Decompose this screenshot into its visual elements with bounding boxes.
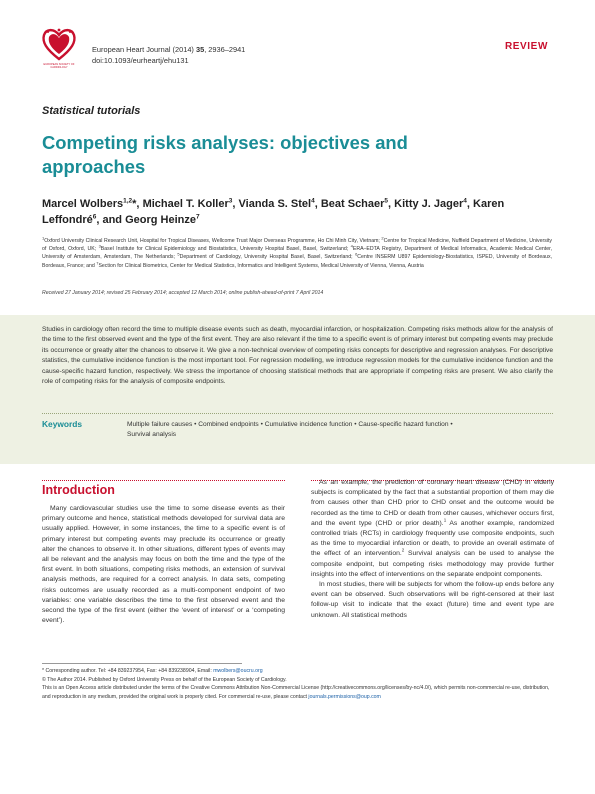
author-sup: 6 bbox=[92, 213, 97, 221]
author-name: Vianda S. Stel bbox=[238, 198, 312, 210]
body-text: As another example, randomized controlled trials (RCTs) in cardiology frequently use composite endpoints, such as the time to myocardial infarction or death, to provide an overall estimate of the effect of an intervention. bbox=[311, 519, 554, 558]
article-category: Statistical tutorials bbox=[42, 105, 141, 117]
keywords-list bbox=[127, 420, 552, 441]
keyword: Combined endpoints bbox=[198, 421, 259, 428]
keywords-divider bbox=[42, 413, 553, 414]
bullet-icon: • bbox=[354, 421, 357, 428]
author-sep: *, bbox=[132, 198, 143, 210]
author-name: Marcel Wolbers bbox=[42, 198, 124, 210]
footnotes bbox=[42, 667, 554, 701]
keyword: Cumulative incidence function bbox=[264, 421, 353, 428]
author-list bbox=[42, 196, 552, 228]
keyword: Cause-specific hazard function bbox=[358, 421, 449, 428]
affil-num: 3 bbox=[98, 243, 101, 249]
body-paragraph: In most studies, there will be subjects for whom the follow-up ends before any event can be observed. Such observations will be right-censored at their last follow-up visit to indicate that the exact (future) time and event type are unknown. All statistical methods bbox=[311, 581, 554, 619]
affil-text: ERA–EDTA Registry, Department of Medical Informatics, Academic Medical Center, University of Amsterdam, Amsterdam, The Netherlands; bbox=[42, 246, 552, 261]
author-name: Michael T. Koller bbox=[142, 198, 229, 210]
body-text: Survival analysis can be used to analyse the composite endpoint, but competing risks methodology may provide further insights into the effect of interventions on the separate endpoint components. bbox=[311, 550, 555, 578]
author-name: Georg Heinze bbox=[125, 214, 196, 226]
society-tag: EUROPEAN SOCIETY OF CARDIOLOGY bbox=[43, 63, 75, 70]
section-heading: Introduction bbox=[42, 483, 115, 497]
permissions-link[interactable]: journals.permissions@oup.com bbox=[308, 693, 381, 700]
copyright: © The Author 2014. Published by Oxford University Press on behalf of the European Society of Cardiology. bbox=[42, 676, 287, 683]
author-sep: , and bbox=[96, 214, 126, 226]
author-name: Karen Leffondré bbox=[42, 198, 505, 226]
journal-citation bbox=[92, 44, 245, 66]
author-name: Kitty J. Jager bbox=[394, 198, 464, 210]
abstract-text: Studies in cardiology often record the time to multiple disease events such as death, myocardial infarction, or hospitalization. Competing risks methods allow for the analysis of the time to the first observed event and the type of the first event. They are also relevant if the time to a specific event is of primary interest but competing events may preclude its occurrence or greatly alter the chances to observe it. We give a non-technical overview of competing risks concepts for descriptive and regression analyses. For descriptive statistics, the cumulative incidence function is the most important tool. For regression modelling, we introduce regression models for the cumulative incidence function and the cause-specific hazard function, respectively. We stress the importance of choosing statistical methods that are appropriate if competing risks are present. We also clarify the role of competing risks for the analysis of composite endpoints. bbox=[42, 326, 553, 386]
footnote-text: * Corresponding author. Tel: +84 839237954, Fax: +84 839238904, Email: bbox=[42, 668, 214, 674]
received-dates: Received 27 January 2014; revised 25 February 2014; accepted 12 March 2014; online publish-ahead-of-print 7 April 2014 bbox=[42, 290, 324, 296]
journal-name: European Heart Journal (2014) bbox=[92, 45, 194, 54]
bullet-icon: • bbox=[260, 421, 263, 428]
affil-text: Centre for Tropical Medicine, Nuffield Department of Medicine, University of Oxford, Oxford, UK; bbox=[42, 238, 552, 253]
affil-num: 4 bbox=[350, 243, 353, 249]
section-label: REVIEW bbox=[504, 41, 548, 52]
doi[interactable]: doi:10.1093/eurheartj/ehu131 bbox=[92, 56, 189, 65]
affil-text: Basel Institute for Clinical Epidemiology and Biostatistics, University Hospital Basel, Basel, Switzerland; bbox=[100, 246, 351, 253]
body-paragraph: Many cardiovascular studies use the time to some disease events as their primary outcome and hence, statistical methods developed for survival data are usually applied. However, in some instances, the time to a specific event is of primary interest but competing events may preclude its occurrence or greatly alter the chances to observe it. In other situations, different types of events may all be relevant and the analysis may focus on both the time and the type of the first event. In both situations, competing risks methods, an extension of survival analysis methods, are required for a correct analysis. In data sets, competing risks outcomes are usually recorded as a multi-component endpoint of two variables: one variable describes the time to the first observed event and the second the type of the first event (either the ‘event of interest’ or a ‘competing event’). bbox=[42, 505, 285, 625]
journal-volume: 35 bbox=[195, 45, 205, 54]
affil-num: 1 bbox=[42, 235, 45, 241]
citation-link[interactable]: 2 bbox=[401, 548, 405, 554]
author-sep: , bbox=[232, 198, 239, 210]
affil-text: Department of Cardiology, University Hospital Basel, Basel, Switzerland; bbox=[179, 254, 356, 261]
body-column-left bbox=[42, 504, 285, 626]
author-sep: , bbox=[314, 198, 321, 210]
affil-text: Oxford University Clinical Research Unit, Hospital for Tropical Diseases, Wellcome Trust Major Overseas Programme, Ho Chi Minh City, Vietnam; bbox=[44, 238, 382, 244]
corresponding-author bbox=[42, 667, 554, 676]
email-link[interactable]: mwolbers@oucru.org bbox=[213, 668, 263, 674]
affil-num: 7 bbox=[96, 259, 99, 265]
body-column-right bbox=[311, 478, 554, 621]
author-sup: 7 bbox=[196, 213, 200, 221]
abstract-box bbox=[0, 315, 595, 464]
bullet-icon: • bbox=[194, 421, 197, 428]
keywords-label: Keywords bbox=[42, 419, 83, 429]
article-title: Competing risks analyses: objectives and approaches bbox=[42, 132, 408, 177]
bullet-icon: • bbox=[450, 421, 453, 428]
journal-pages: , 2936–2941 bbox=[204, 45, 246, 54]
citation-link[interactable]: 1 bbox=[443, 517, 447, 523]
footnote-text: This is an Open Access article distributed under the terms of the Creative Commons Attribution Non-Commercial License (http://creativecommons.org/licenses/by-nc/4.0/), which permits non-commercial re-use, distribution, and reproduction in any medium, provided the original work is properly cited. For commercial re-use, please contact bbox=[42, 685, 550, 700]
affil-num: 5 bbox=[177, 251, 180, 257]
author-sep: , bbox=[388, 198, 395, 210]
author-sup: 4 bbox=[311, 197, 315, 205]
affil-text: Centre INSERM U897 Epidemiology-Biostatistics, ISPED, University of Bordeaux, Bordeaux, France; and bbox=[42, 254, 553, 269]
body-text: As an example, the prediction of coronary heart disease (CHD) in elderly subjects is complicated by the fact that a substantial proportion of them may die from causes other than CHD prior to CHD onset and the outcome would be recorded as the time to CHD or death from other causes, whichever occurs first, and the event type (CHD or prior death). bbox=[311, 479, 554, 527]
author-sup: 1,2 bbox=[123, 197, 133, 205]
affil-num: 2 bbox=[381, 235, 384, 241]
esc-logo bbox=[40, 26, 78, 74]
body-paragraph bbox=[311, 478, 554, 580]
keyword: Survival analysis bbox=[127, 431, 177, 439]
author-sep: , bbox=[466, 198, 474, 210]
affil-num: 6 bbox=[355, 251, 358, 257]
author-name: Beat Schaer bbox=[320, 198, 385, 210]
author-sup: 4 bbox=[463, 197, 467, 205]
keyword: Multiple failure causes bbox=[127, 421, 193, 428]
affil-text: Section for Clinical Biometrics, Center for Medical Statistics, Informatics and Intelligent Systems, Medical University of Vienna, Vienna, Austria bbox=[98, 262, 424, 269]
author-sup: 5 bbox=[384, 197, 389, 205]
license bbox=[42, 684, 554, 701]
author-sup: 3 bbox=[228, 197, 233, 205]
footnote-divider bbox=[42, 663, 242, 664]
section-divider bbox=[42, 480, 285, 481]
affiliations bbox=[42, 237, 552, 270]
esc-heart-icon bbox=[40, 26, 78, 62]
